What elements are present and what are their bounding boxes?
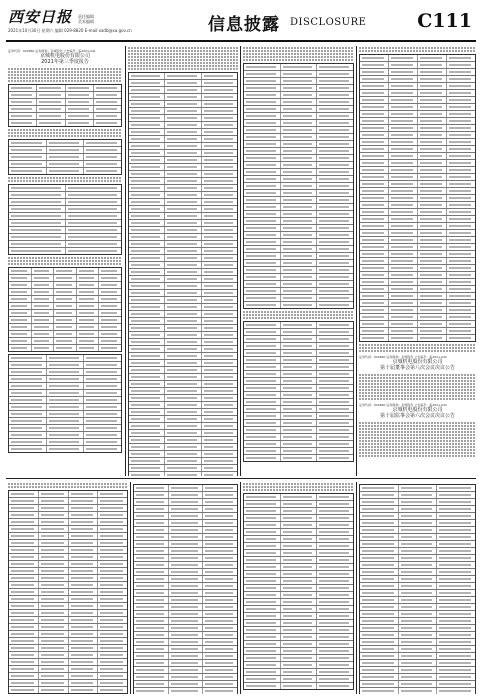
announcement-code: 证券代码：600860 证券简称：京城股份 公告编号：临2021-041 xyxy=(8,49,96,53)
column-rule xyxy=(356,46,357,476)
financial-table xyxy=(243,321,354,462)
data-table xyxy=(8,184,122,255)
announcement-block-1 xyxy=(8,49,122,65)
bottom-column-2 xyxy=(133,482,238,694)
announcement-block-3 xyxy=(359,403,476,419)
column-3 xyxy=(243,46,354,476)
column-rule xyxy=(240,482,241,694)
column-4 xyxy=(359,46,476,476)
edition-line-2: 美术编辑 xyxy=(78,19,94,24)
column-rule xyxy=(125,46,126,476)
section-divider xyxy=(6,478,476,479)
masthead-meta: 2021年10月30日 星期六 编辑 029-8820 E-mail:xadb@xa.gov.cn xyxy=(8,28,132,33)
announcement-title: 第十届董事会第八次会议决议公告 xyxy=(379,365,455,371)
page-number: C111 xyxy=(417,10,472,32)
edition-line-1: 责任编辑 xyxy=(78,14,94,19)
newspaper-logo: 西安日报 xyxy=(8,8,73,26)
column-rule xyxy=(130,482,131,694)
section-title-cn: 信息披露 xyxy=(208,15,280,35)
data-table xyxy=(8,84,122,127)
financial-table xyxy=(243,493,354,690)
bottom-column-4 xyxy=(359,482,476,694)
announcement-block-2 xyxy=(359,355,476,371)
bottom-column-3 xyxy=(243,482,354,694)
column-rule xyxy=(356,482,357,694)
financial-table xyxy=(133,484,238,694)
announcement-company: 京城机电股份有限公司 xyxy=(392,359,443,365)
financial-table xyxy=(128,72,238,476)
bottom-column-1 xyxy=(8,482,128,694)
edition-info xyxy=(78,14,94,24)
financial-table xyxy=(359,484,476,694)
column-rule xyxy=(240,46,241,476)
announcement-code: 证券代码：600860 证券简称：京城股份 公告编号：临2021-042 xyxy=(359,355,447,359)
announcement-company: 京城机电股份有限公司 xyxy=(392,407,443,413)
data-table xyxy=(8,139,122,175)
column-2 xyxy=(128,46,238,476)
financial-table xyxy=(243,63,354,309)
masthead xyxy=(6,6,476,42)
data-table xyxy=(8,267,122,352)
announcement-code: 证券代码：600860 证券简称：京城股份 公告编号：临2021-043 xyxy=(359,403,447,407)
financial-table xyxy=(8,490,128,694)
announcement-company: 京城机电股份有限公司 xyxy=(39,53,90,59)
announcement-title: 第十届监事会第六次会议决议公告 xyxy=(379,413,455,419)
column-1 xyxy=(8,46,122,476)
financial-table xyxy=(359,54,476,342)
announcement-title: 2021年第三季度报告 xyxy=(41,59,89,65)
data-table xyxy=(8,354,122,453)
section-title-en: DISCLOSURE xyxy=(290,17,367,28)
